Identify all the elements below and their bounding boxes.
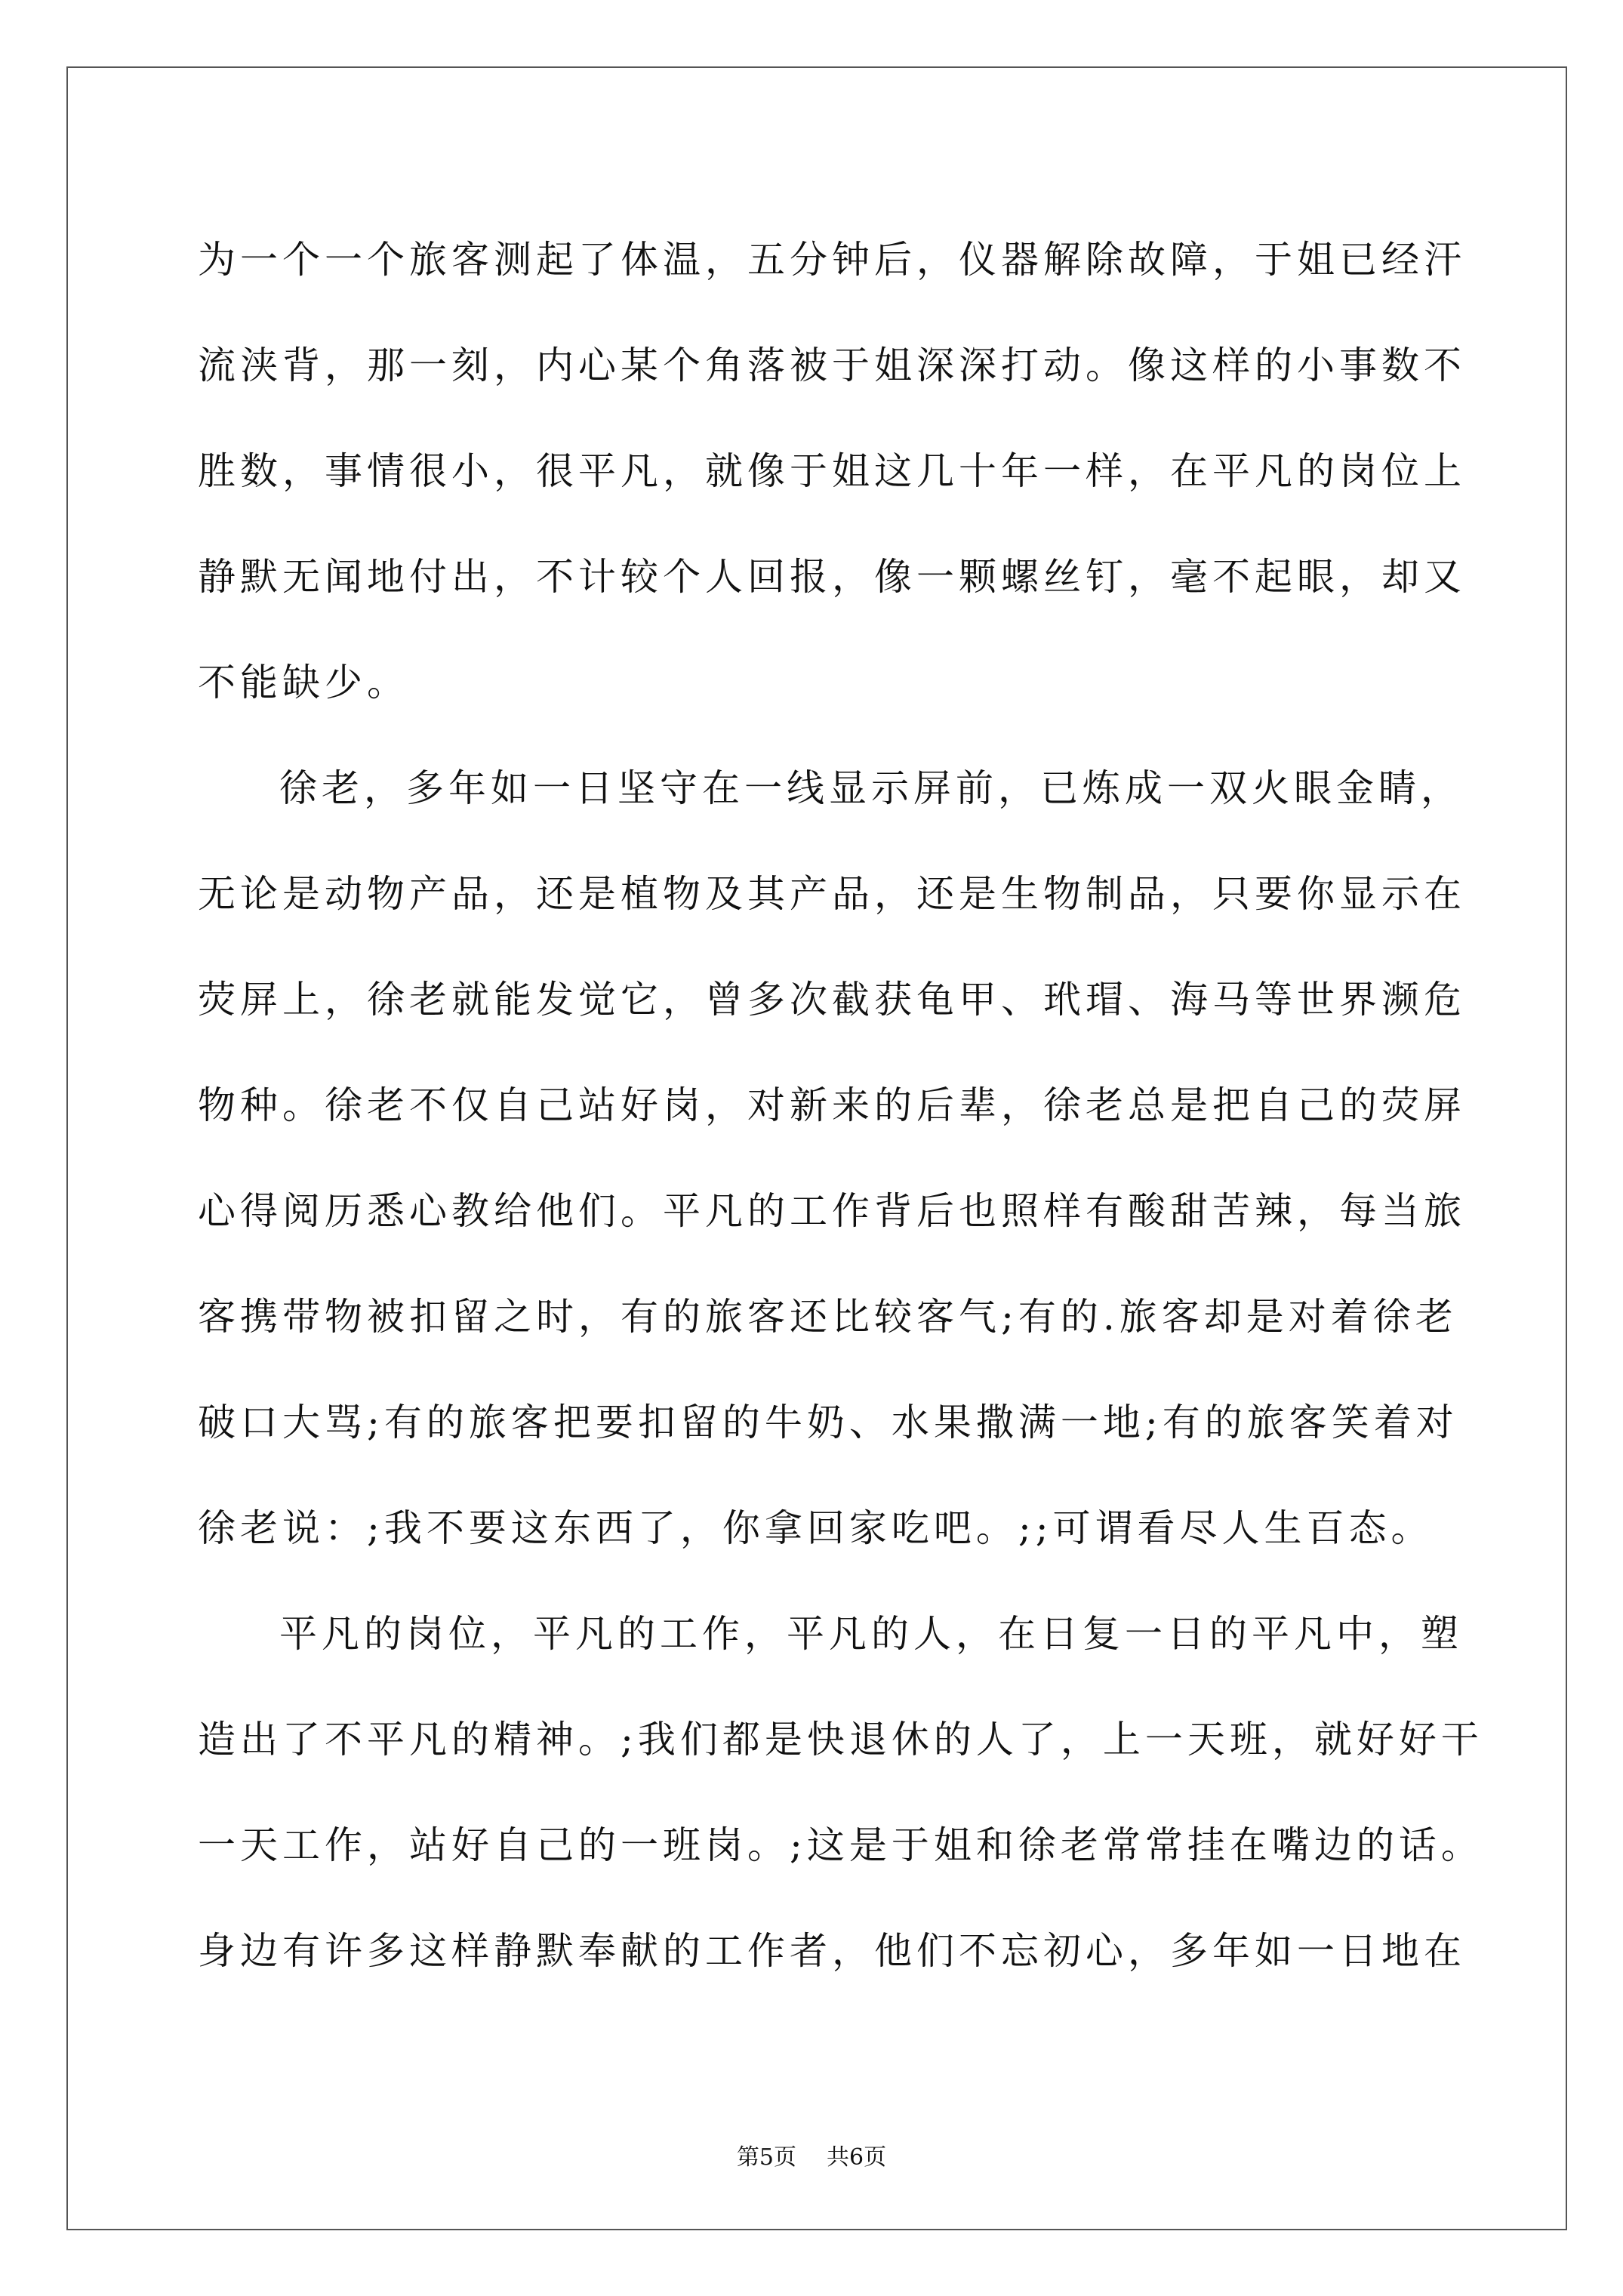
text-line: 徐老说：;我不要这东西了，你拿回家吃吧。;;可谓看尽人生百态。 (198, 1506, 1434, 1550)
text-line: 胜数，事情很小，很平凡，就像于姐这几十年一样，在平凡的岗位上 (198, 449, 1466, 493)
text-line: 心得阅历悉心教给他们。平凡的工作背后也照样有酸甜苦辣，每当旅 (198, 1189, 1466, 1233)
page-total: 共6页 (827, 2144, 887, 2171)
text-line: 平凡的岗位，平凡的工作，平凡的人，在日复一日的平凡中，塑 (279, 1612, 1463, 1656)
page-number: 第5页 (736, 2144, 796, 2171)
paragraph-2 (198, 735, 1466, 1581)
text-line: 不能缺少。 (198, 661, 409, 704)
text-line: 为一个一个旅客测起了体温，五分钟后，仪器解除故障，于姐已经汗 (198, 238, 1466, 282)
text-line: 身边有许多这样静默奉献的工作者，他们不忘初心，多年如一日地在 (198, 1929, 1466, 1973)
text-line: 无论是动物产品，还是植物及其产品，还是生物制品，只要你显示在 (198, 872, 1466, 916)
text-line: 荧屏上，徐老就能发觉它，曾多次截获龟甲、玳瑁、海马等世界濒危 (198, 978, 1466, 1022)
page-footer (0, 2143, 1623, 2173)
paragraph-1 (198, 207, 1466, 735)
text-line: 破口大骂;有的旅客把要扣留的牛奶、水果撒满一地;有的旅客笑着对 (198, 1401, 1458, 1444)
text-line: 流浃背，那一刻，内心某个角落被于姐深深打动。像这样的小事数不 (198, 344, 1466, 387)
text-line: 物种。徐老不仅自己站好岗，对新来的后辈，徐老总是把自己的荧屏 (198, 1083, 1466, 1127)
document-body (198, 207, 1483, 2004)
text-line: 造出了不平凡的精神。;我们都是快退休的人了，上一天班，就好好干 (198, 1718, 1483, 1761)
text-line: 一天工作，站好自己的一班岗。;这是于姐和徐老常常挂在嘴边的话。 (198, 1823, 1483, 1867)
text-line: 客携带物被扣留之时，有的旅客还比较客气;有的.旅客却是对着徐老 (198, 1295, 1458, 1339)
paragraph-3 (198, 1581, 1483, 2004)
text-line: 静默无闻地付出，不计较个人回报，像一颗螺丝钉，毫不起眼，却又 (198, 555, 1466, 599)
text-line: 徐老，多年如一日坚守在一线显示屏前，已炼成一双火眼金睛， (279, 766, 1463, 810)
